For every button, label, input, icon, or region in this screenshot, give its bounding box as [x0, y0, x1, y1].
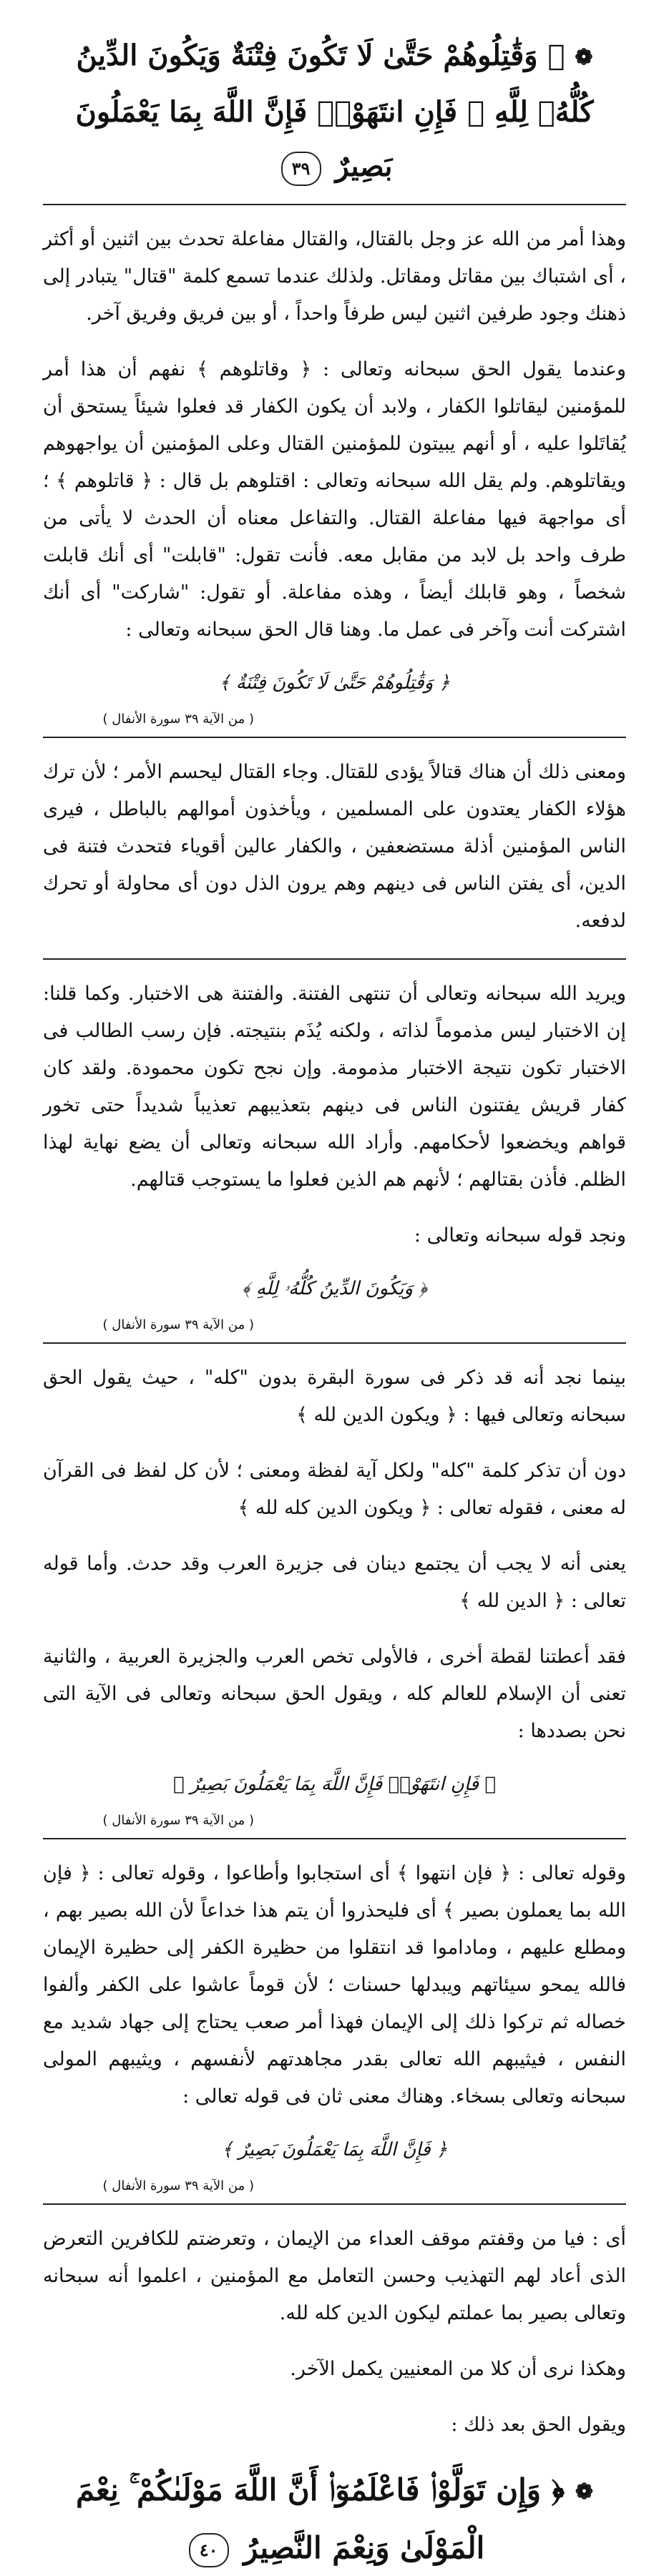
section — [43, 1360, 626, 1828]
verse-final — [43, 2462, 626, 2576]
section — [43, 975, 626, 1332]
paragraph: دون أن تذكر كلمة "كله" ولكل آية لفظة ومعنى ؛ لأن كل لفظ فى القرآن له معنى ، فقوله تعالى : ﴿ ويكون الدين كله لله ﴾ — [43, 1460, 626, 1519]
verse-quote: ﴿ وَيَكُونَ الدِّينُ كُلُّهُۥ لِلَّهِ ﴾ — [242, 1278, 427, 1299]
section — [43, 754, 626, 940]
paragraph: ويريد الله سبحانه وتعالى أن تنتهى الفتنة. والفتنة هى الاختبار. وكما قلنا: إن الاختبار ليس مذموماً لذاته ، ولكنه يُذَم بنتيجته. فإن رسب الطالب فى الاختبار تكون نتيجة الاختبار مذمومة. وإن نجح تكون محمودة. ولقد كان كفار قريش يفتنون الناس فى دينهم بتعذيبهم تعذيباً شديداً حتى تخور قواهم ويخضعوا لأحكامهم. وأراد الله سبحانه وتعالى أن يضع نهاية لهذا الظلم. فأذن بقتالهم ؛ لأنهم هم الذين فعلوا ما يستوجب قتالهم. — [43, 983, 626, 1191]
paragraph: وهكذا نرى أن كلا من المعنيين يكمل الآخر. — [290, 2358, 626, 2380]
verse-reference: ( من الآية ٣٩ سورة الأنفال ) — [102, 1813, 254, 1828]
paragraph: ونجد قوله سبحانه وتعالى : — [414, 1224, 626, 1247]
paragraph: أى : فيا من وقفتم موقف العداء من الإيمان ، وتعرضتم للكافرين التعرض الذى أعاد لهم التهذيب وحسن التعامل مع المؤمنين ، اعلموا أنه سبحانه وتعالى بصير بما عملتم ليكون الدين كله لله. — [43, 2228, 626, 2324]
divider — [43, 1838, 626, 1839]
verse-top — [49, 29, 621, 194]
verse-ornament-icon: ❁ — [575, 2479, 594, 2504]
divider — [43, 204, 626, 205]
verse-quote: ﴿ وَقَٰتِلُوهُمْ حَتَّىٰ لَا تَكُونَ فِتْنَةٌ ﴾ — [219, 672, 450, 694]
verse-quote: ﴿ فَإِنَّ اللَّهَ بِمَا يَعْمَلُونَ بَصِيرٌ ﴾ — [221, 2139, 448, 2160]
ayah-number-badge: ٣٩ — [281, 152, 321, 186]
verse-reference: ( من الآية ٣٩ سورة الأنفال ) — [102, 712, 254, 727]
paragraph: يعنى أنه لا يجب أن يجتمع دينان فى جزيرة العرب وقد حدث. وأما قوله تعالى : ﴿ الدين لله ﴾ — [43, 1553, 626, 1612]
verse-top-text: ﴿ وَقَٰتِلُوهُمْ حَتَّىٰ لَا تَكُونَ فِتْنَةٌ وَيَكُونَ الدِّينُ كُلُّهُۥ لِلَّهِ ۚ فَإِنِ انتَهَوْا۟ فَإِنَّ اللَّهَ بِمَا يَعْمَلُونَ بَصِيرٌ — [75, 39, 594, 183]
divider — [43, 2203, 626, 2205]
verse-reference: ( من الآية ٣٩ سورة الأنفال ) — [102, 2178, 254, 2193]
divider — [43, 958, 626, 960]
paragraph: وقوله تعالى : ﴿ فإن انتهوا ﴾ أى استجابوا وأطاعوا ، وقوله تعالى : ﴿ فإن الله بما يعملون بصير ﴾ أى فليحذروا أن يتم هذا خداعاً لأن الله بصير بهم ، ومطلع عليهم ، وماداموا قد انتقلوا من حظيرة الكفر إلى حظيرة الإيمان فالله يمحو سيئاتهم ويبدلها حسنات ؛ لأن قوماً عاشوا على الكفر وألفوا خصاله ثم تركوا ذلك إلى الإيمان فهذا أمر صعب يحتاج إلى جهاد شديد مع النفس ، فيثيبهم الله تعالى بقدر مجاهدتهم لأنفسهم ، ويثيبهم المولى سبحانه وتعالى بسخاء. وهناك معنى ثان فى قوله تعالى : — [43, 1862, 626, 2108]
paragraph: فقد أعطتنا لقطة أخرى ، فالأولى تخص العرب والجزيرة العربية ، والثانية تعنى أن الإسلام للعالم كله ، ويقول الحق سبحانه وتعالى فى الآية التى نحن بصددها : — [43, 1646, 626, 1742]
verse-quote: ﴿ فَإِنِ انتَهَوْا۟ فَإِنَّ اللَّهَ بِمَا يَعْمَلُونَ بَصِيرٌ ﴾ — [173, 1774, 496, 1795]
section — [43, 221, 626, 727]
paragraph: وعندما يقول الحق سبحانه وتعالى : ﴿ وقاتلوهم ﴾ نفهم أن هذا أمر للمؤمنين ليقاتلوا الكفار ، ولابد أن يكون الكفار قد فعلوا شيئاً يستحق أن يُقاتَلوا عليه ، أو أنهم يبيتون للمؤمنين القتال وعلى المؤمنين أن يواجهوهم ويقاتلوهم. ولم يقل الله سبحانه وتعالى : اقتلوهم بل قال : ﴿ قاتلوهم ﴾ ؛ أى مواجهة فيها مفاعلة القتال. والتفاعل معناه أن الحدث لا يأتى من طرف واحد بل لابد من مقابل معه. فأنت تقول: "قابلت" أى أنك قابلت شخصاً ، وهو قابلك أيضاً ، وهذه مفاعلة. أو تقول: "شاركت" أى أنك اشتركت أنت وآخر فى عمل ما. وهنا قال الحق سبحانه وتعالى : — [43, 358, 626, 641]
verse-ornament-icon: ❁ — [575, 45, 593, 70]
ayah-number-badge: ٤٠ — [189, 2533, 229, 2567]
section — [43, 2221, 626, 2444]
paragraph: ويقول الحق بعد ذلك : — [451, 2414, 626, 2436]
paragraph: ومعنى ذلك أن هناك قتالاً يؤدى للقتال. وجاء القتال ليحسم الأمر ؛ لأن ترك هؤلاء الكفار يعتدون على المسلمين ، ويأخذون أموالهم بالباطل ، فيرى الناس المؤمنين أذلة مستضعفين ، والكفار عالين أقوياء فتحدث فتنة فى الدين، أى يفتن الناس فى دينهم وهم يرون الذل دون أى محاولة أو تحرك لدفعه. — [43, 761, 626, 932]
divider — [43, 737, 626, 738]
paragraph: بينما نجد أنه قد ذكر فى سورة البقرة بدون "كله" ، حيث يقول الحق سبحانه وتعالى فيها : ﴿ ويكون الدين لله ﴾ — [43, 1367, 626, 1426]
section — [43, 1855, 626, 2193]
divider — [43, 1342, 626, 1344]
verse-final-text: ﴿ وَإِن تَوَلَّوْا۟ فَاعْلَمُوٓا۟ أَنَّ اللَّهَ مَوْلَىٰكُمْ ۚ نِعْمَ الْمَوْلَىٰ وَنِعْمَ النَّصِيرُ — [75, 2472, 565, 2565]
paragraph: وهذا أمر من الله عز وجل بالقتال، والقتال مفاعلة تحدث بين اثنين أو أكثر ، أى اشتباك بين مقاتل ومقاتل. ولذلك عندما تسمع كلمة "قتال" يتبادر إلى ذهنك وجود طرفين اثنين ليس طرفاً واحداً ، أو بين فريق وفريق آخر. — [43, 228, 626, 325]
verse-reference: ( من الآية ٣٩ سورة الأنفال ) — [102, 1317, 254, 1332]
